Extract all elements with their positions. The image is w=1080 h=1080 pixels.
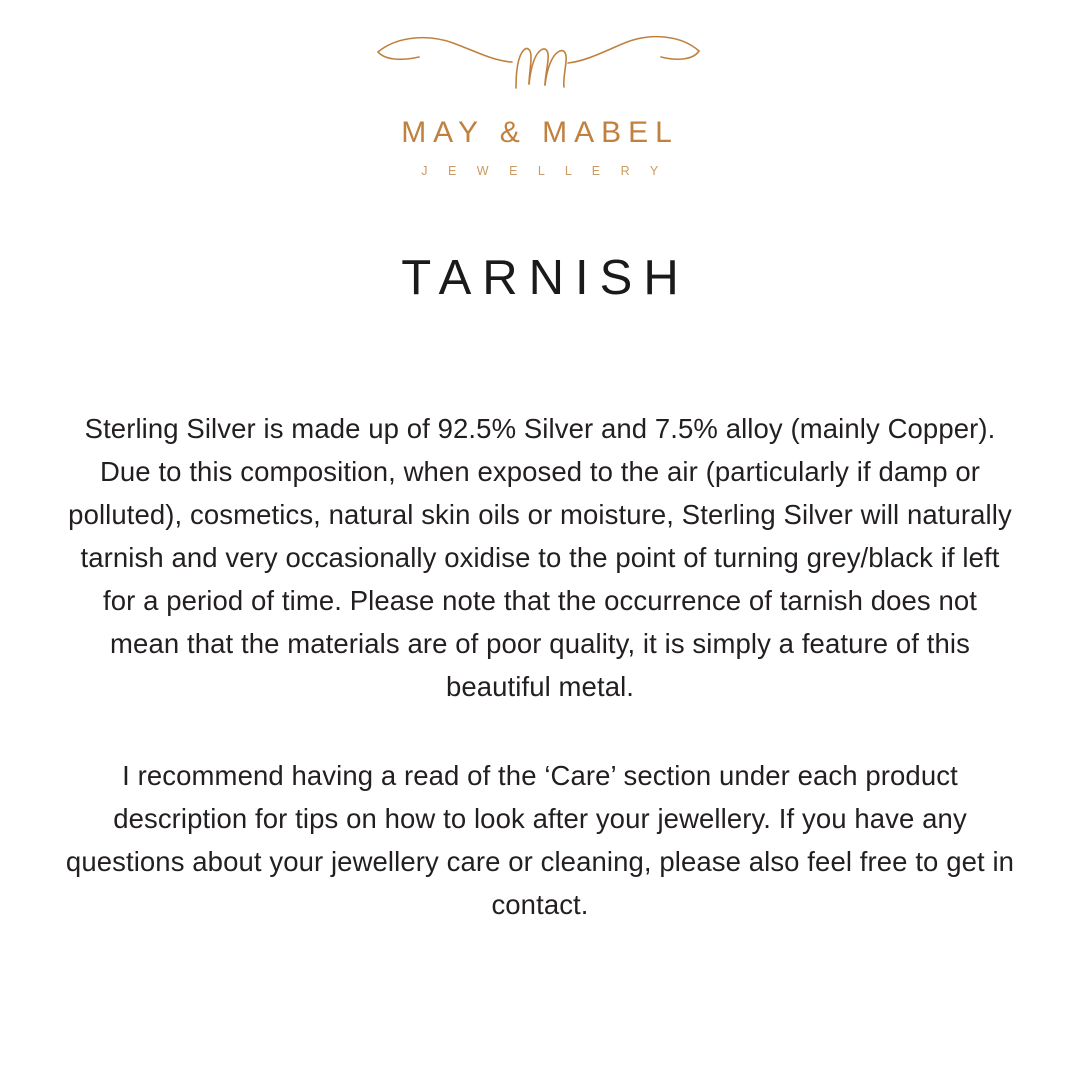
brand-logo-block	[330, 30, 750, 178]
paragraph-tarnish-explanation: Sterling Silver is made up of 92.5% Silver and 7.5% alloy (mainly Copper). Due to this composition, when exposed to the air (particularly if damp or polluted), cosmetics, natural skin oils or moisture, Sterling Silver will naturally tarnish and very occasionally oxidise to the point of turning grey/black if left for a period of time. Please note that the occurrence of tarnish does not mean that the materials are of poor quality, it is simply a feature of this beautiful metal.	[68, 412, 1012, 702]
brand-name: MAY & MABEL	[401, 116, 679, 149]
page-title: TARNISH	[401, 251, 690, 305]
script-m-flourish-icon	[375, 30, 705, 100]
brand-subtitle: J E W E L L E R Y	[421, 164, 667, 178]
body-copy	[65, 407, 1015, 926]
paragraph-care-recommendation: I recommend having a read of the ‘Care’ section under each product description for tips on how to look after your jewellery. If you have any questions about your jewellery care or cleaning, please also feel free to get in contact.	[65, 759, 1015, 920]
